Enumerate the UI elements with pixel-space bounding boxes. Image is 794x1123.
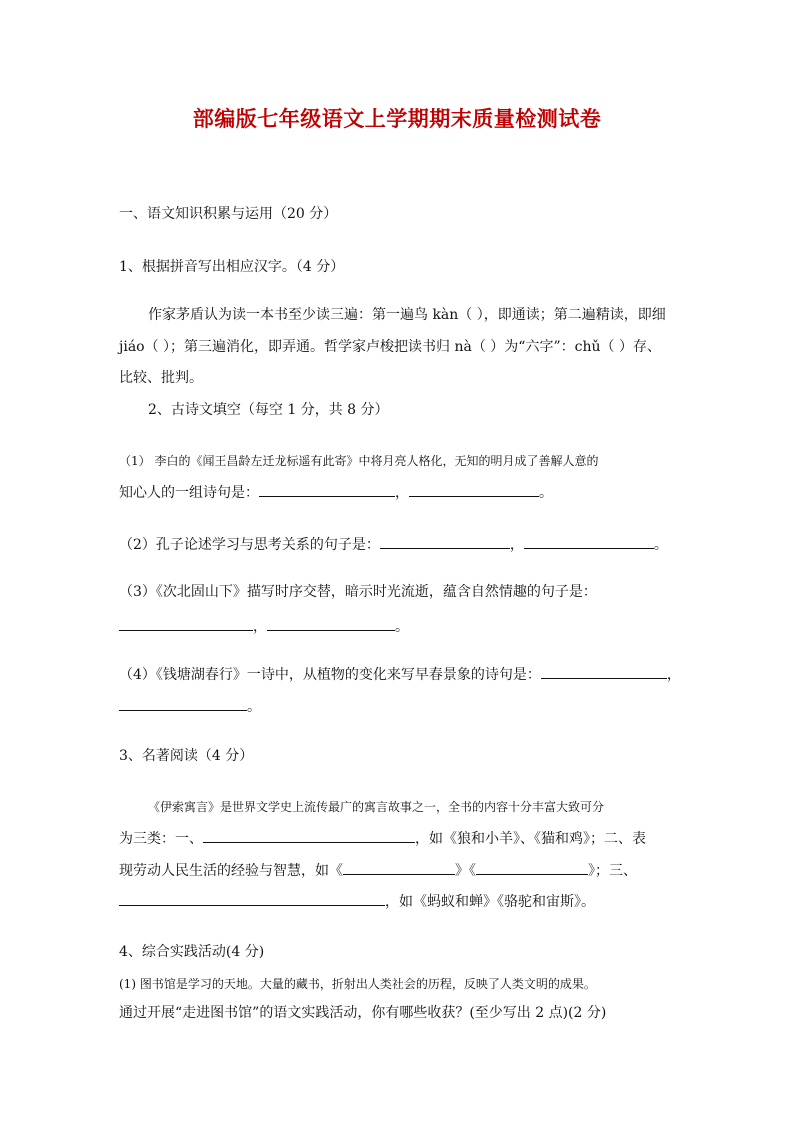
period: 。 xyxy=(395,619,409,635)
answer-blank[interactable] xyxy=(259,482,395,497)
answer-blank[interactable] xyxy=(541,664,667,679)
question-2-part-1-line-1: （1） 李白的《闻王昌龄左迁龙标遥有此寄》中将月亮人格化，无知的明月成了善解人意的 xyxy=(119,454,599,468)
question-3-line-2-prefix: 为三类：一、 xyxy=(119,831,203,847)
answer-blank[interactable] xyxy=(119,891,385,906)
question-3-text-line-2 xyxy=(119,828,646,849)
question-2-part-2 xyxy=(119,534,668,555)
question-3-line-4-suffix: ，如《蚂蚁和蝉》《骆驼和宙斯》。 xyxy=(385,894,595,910)
question-2-heading: 2、古诗文填空（每空 1 分，共 8 分） xyxy=(148,402,389,418)
question-2-part-2-prefix: （2）孔子论述学习与思考关系的句子是： xyxy=(119,537,380,553)
question-4-part-1: (1) 图书馆是学习的天地。大量的藏书，折射出人类社会的历程，反映了人类文明的成果。 xyxy=(119,977,596,991)
question-2-part-1-line-2 xyxy=(119,482,553,503)
question-3-line-3-mid: 》《 xyxy=(455,863,476,879)
question-1-text-line-3: 比较、批判。 xyxy=(119,370,203,386)
period: 。 xyxy=(653,537,668,553)
answer-blank[interactable] xyxy=(409,482,539,497)
answer-blank[interactable] xyxy=(203,828,415,843)
page-title: 部编版七年级语文上学期期末质量检测试卷 xyxy=(192,106,602,131)
question-1-text-line-2: jiáo（ ）；第三遍消化，即弄通。哲学家卢梭把读书归 nà（ ）为“六字”：chǔ（ ）存、 xyxy=(119,339,661,355)
answer-blank[interactable] xyxy=(343,860,455,875)
question-1-text-line-1: 作家茅盾认为读一本书至少读三遍：第一遍鸟 kàn（ ），即通读；第二遍精读，即细 xyxy=(148,307,666,323)
comma: ， xyxy=(509,537,524,553)
question-3-heading: 3、名著阅读（4 分） xyxy=(119,748,254,764)
question-2-part-4-line-1 xyxy=(119,664,681,685)
period: 。 xyxy=(247,699,261,715)
question-2-part-1-prefix: 知心人的一组诗句是： xyxy=(119,485,259,501)
answer-blank[interactable] xyxy=(380,534,510,549)
comma: ， xyxy=(253,619,267,635)
comma: ， xyxy=(395,485,409,501)
question-3-line-3-prefix: 现劳动人民生活的经验与智慧，如《 xyxy=(119,863,343,879)
answer-blank[interactable] xyxy=(476,860,588,875)
question-2-part-3-line-1: （3）《次北固山下》描写时序交替，暗示时光流逝，蕴含自然情趣的句子是： xyxy=(119,584,597,600)
question-3-text-line-4 xyxy=(119,891,595,912)
answer-blank[interactable] xyxy=(524,534,654,549)
answer-blank[interactable] xyxy=(267,616,395,631)
answer-blank[interactable] xyxy=(119,696,247,711)
question-3-line-2-suffix: ，如《狼和小羊》、《猫和鸡》；二、表 xyxy=(415,831,646,847)
period: 。 xyxy=(539,485,553,501)
question-2-part-3-line-2 xyxy=(119,616,409,637)
answer-blank[interactable] xyxy=(119,616,253,631)
section-heading: 一、语文知识积累与运用（20 分） xyxy=(119,206,338,222)
question-3-line-3-suffix: 》；三、 xyxy=(588,863,637,879)
question-3-text-line-1: 《伊索寓言》是世界文学史上流传最广的寓言故事之一，全书的内容十分丰富大致可分 xyxy=(148,800,605,814)
question-2-part-4-line-2 xyxy=(119,696,261,717)
question-2-part-4-prefix: （4）《钱塘湖春行》一诗中，从植物的变化来写早春景象的诗句是： xyxy=(119,667,541,683)
question-4-heading: 4、综合实践活动(4 分) xyxy=(119,944,265,960)
comma: ， xyxy=(666,667,681,683)
question-1-heading: 1、根据拼音写出相应汉字。（4 分） xyxy=(119,259,345,275)
question-3-text-line-3 xyxy=(119,860,637,881)
question-4-part-1-line-2: 通过开展“走进图书馆”的语文实践活动，你有哪些收获？(至少写出 2 点)(2 分) xyxy=(119,1005,607,1021)
